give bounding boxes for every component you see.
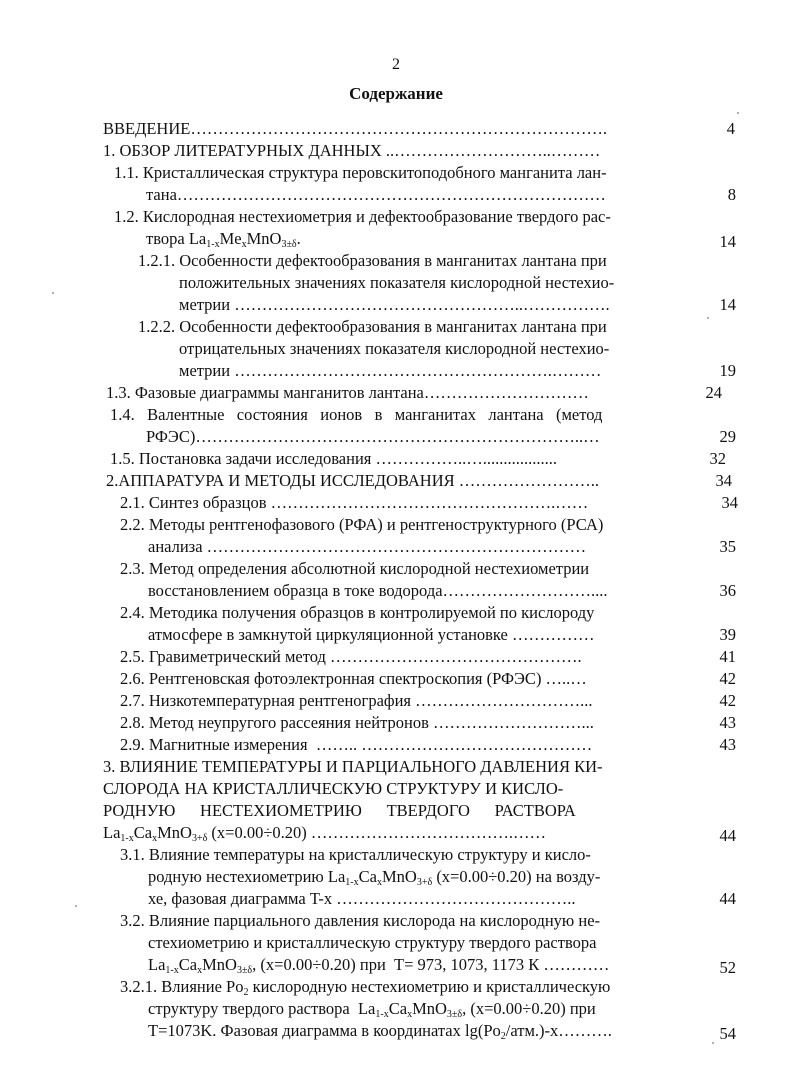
toc-entry <box>110 448 726 469</box>
toc-entry <box>120 602 686 623</box>
toc-entry-text: положительных значениях показателя кислородной нестехио- <box>179 273 615 292</box>
toc-entry <box>103 140 683 161</box>
toc-entry <box>148 998 686 1022</box>
toc-entry-text: метрии ……………………………………………..……………. <box>179 295 610 314</box>
toc-entry <box>103 822 736 846</box>
toc-entry <box>148 888 736 909</box>
toc-entry <box>138 316 686 337</box>
toc-entry <box>148 624 736 645</box>
toc-entry <box>146 228 736 252</box>
toc-entry-text: 2.3. Метод определения абсолютной кислородной нестехиометрии <box>120 559 590 578</box>
toc-entry-text: 2.7. Низкотемпературная рентгенография …………………………... <box>120 691 593 710</box>
toc-entry-text: 1.2.1. Особенности дефектообразования в манганитах лантана при <box>138 251 607 270</box>
toc-entry <box>114 162 682 183</box>
toc-entry-text: 3.2. Влияние парциального давления кислорода на кислородную не- <box>120 911 601 930</box>
toc-page-number: 36 <box>719 581 736 600</box>
toc-page-number: 29 <box>719 427 736 446</box>
toc-entry-text: СЛОРОДА НА КРИСТАЛЛИЧЕСКУЮ СТРУКТУРУ И КИСЛО- <box>103 779 564 798</box>
toc-entry-text: La1-xCaxMnO3+δ (x=0.00÷0.20) ……………………………….…… <box>103 823 547 844</box>
toc-entry <box>146 184 736 205</box>
toc-entry <box>103 800 686 821</box>
toc-page-number: 14 <box>719 232 736 251</box>
toc-page-number: 24 <box>705 383 722 402</box>
toc-entry <box>120 910 686 931</box>
toc-entry <box>114 206 682 227</box>
toc-entry <box>120 690 736 711</box>
toc-entry-text: 2.2. Методы рентгенофазового (РФА) и рентгеноструктурного (РСА) <box>120 515 604 534</box>
toc-entry <box>148 536 736 557</box>
page-title: Содержание <box>349 84 443 103</box>
toc-entry-text: 3.2.1. Влияние Po2 кислородную нестехиометрию и кристаллическую <box>120 977 611 998</box>
toc-page-number: 54 <box>719 1024 736 1043</box>
scan-speck <box>737 112 739 114</box>
toc-entry-text: структуру твердого раствора La1-xCaxMnO3±δ, (x=0.00÷0.20) при <box>148 999 596 1020</box>
toc-entry <box>148 1020 736 1044</box>
toc-entry <box>120 844 686 865</box>
toc-page-number: 35 <box>719 537 736 556</box>
toc-entry-text: твора La1-xMexMnO3±δ. <box>146 229 301 250</box>
toc-entry <box>148 954 736 978</box>
toc-page-number: 42 <box>719 691 736 710</box>
toc-entry-text: анализа …………………………………………………………… <box>148 537 587 556</box>
toc-entry <box>103 118 735 139</box>
toc-page-number: 32 <box>709 449 726 468</box>
toc-entry <box>179 338 686 359</box>
toc-entry-text: 1.5. Постановка задачи исследования ……………..….................. <box>110 449 557 468</box>
toc-entry-text: 3.1. Влияние температуры на кристаллическую структуру и кисло- <box>120 845 591 864</box>
toc-entry <box>106 382 722 403</box>
toc-page-number: 43 <box>719 713 736 732</box>
toc-entry-text: хе, фазовая диаграмма T-x …………………………………….. <box>148 889 576 908</box>
toc-entry <box>120 514 686 535</box>
toc-entry <box>148 932 686 953</box>
toc-entry <box>179 294 736 315</box>
toc-page-number: 4 <box>726 119 735 138</box>
scan-speck <box>75 905 77 907</box>
toc-entry <box>179 360 736 381</box>
toc-page-number: 34 <box>715 471 732 490</box>
scan-speck <box>52 292 54 294</box>
toc-entry-text: ВВЕДЕНИЕ…………………………………………………………………. <box>103 119 607 138</box>
toc-page-number: 34 <box>721 493 738 512</box>
toc-entry-text: La1-xCaxMnO3±δ, (x=0.00÷0.20) при T= 973, 1073, 1173 К ………… <box>148 955 610 976</box>
toc-page-number: 52 <box>719 958 736 977</box>
toc-entry-text: 3. ВЛИЯНИЕ ТЕМПЕРАТУРЫ И ПАРЦИАЛЬНОГО ДАВЛЕНИЯ КИ- <box>103 757 603 776</box>
scan-speck <box>712 1042 714 1044</box>
toc-entry-text: родную нестехиометрию La1-xCaxMnO3+δ (x=0.00÷0.20) на возду- <box>148 867 601 888</box>
toc-entry-text: 1.2.2. Особенности дефектообразования в манганитах лантана при <box>138 317 607 336</box>
toc-entry <box>106 470 732 491</box>
page-number: 2 <box>392 56 400 73</box>
toc-entry <box>103 778 686 799</box>
toc-entry <box>103 756 686 777</box>
toc-entry-text: 2.1. Синтез образцов …………………………………………….…… <box>120 493 589 512</box>
toc-page-number: 42 <box>719 669 736 688</box>
toc-entry-text: 1.3. Фазовые диаграммы манганитов лантана………………………… <box>106 383 589 402</box>
toc-entry-text: 2.6. Рентгеновская фотоэлектронная спектроскопия (РФЭС) …..… <box>120 669 587 688</box>
toc-entry <box>146 426 736 447</box>
toc-entry <box>148 580 736 601</box>
toc-entry <box>120 734 736 755</box>
toc-page-number: 14 <box>719 295 736 314</box>
toc-entry <box>120 976 686 1000</box>
toc-page-number: 39 <box>719 625 736 644</box>
toc-entry-text: 1.1. Кристаллическая структура перовскитоподобного манганита лан- <box>114 163 607 182</box>
toc-entry-text: отрицательных значениях показателя кислородной нестехио- <box>179 339 610 358</box>
toc-entry <box>120 558 686 579</box>
toc-page-number: 19 <box>719 361 736 380</box>
scan-speck <box>707 317 709 319</box>
toc-entry-text: стехиометрию и кристаллическую структуру твердого раствора <box>148 933 597 952</box>
toc-entry-text: T=1073K. Фазовая диаграмма в координатах lg(Po2/атм.)-x………. <box>148 1021 612 1042</box>
toc-entry-text: метрии ………………………………………………….……… <box>179 361 602 380</box>
toc-entry <box>179 272 686 293</box>
toc-page-number: 8 <box>727 185 736 204</box>
toc-entry-text: 2.4. Методика получения образцов в контролируемой по кислороду <box>120 603 595 622</box>
toc-entry-text: РОДНУЮ НЕСТЕХИОМЕТРИЮ ТВЕРДОГО РАСТВОРА <box>103 801 576 820</box>
toc-page-number: 41 <box>719 647 736 666</box>
toc-entry <box>120 712 736 733</box>
toc-entry <box>138 250 686 271</box>
toc-page-number: 43 <box>719 735 736 754</box>
toc-entry-text: тана…………………………………………………………………… <box>146 185 606 204</box>
toc-entry <box>120 492 738 513</box>
toc-entry-text: 2.5. Гравиметрический метод ………………………………………. <box>120 647 582 666</box>
toc-entry-text: атмосфере в замкнутой циркуляционной установке …………… <box>148 625 595 644</box>
toc-entry-text: 2.9. Магнитные измерения …….. …………………………………… <box>120 735 593 754</box>
toc-entry-text: 2.АППАРАТУРА И МЕТОДЫ ИССЛЕДОВАНИЯ …………………….. <box>106 471 600 490</box>
toc-entry <box>120 668 736 689</box>
toc-entry <box>120 646 736 667</box>
toc-entry-text: РФЭС)……………………………………………………………..… <box>146 427 600 446</box>
toc-entry-text: 1.2. Кислородная нестехиометрия и дефектообразование твердого рас- <box>114 207 611 226</box>
toc-entry <box>110 404 686 425</box>
toc-entry-text: 2.8. Метод неупругого рассеяния нейтронов ………………………... <box>120 713 594 732</box>
toc-entry-text: 1.4. Валентные состояния ионов в манганитах лантана (метод <box>110 405 603 424</box>
toc-entry <box>148 866 686 890</box>
toc-page-number: 44 <box>719 826 736 845</box>
toc-page-number: 44 <box>719 889 736 908</box>
toc-entry-text: 1. ОБЗОР ЛИТЕРАТУРНЫХ ДАННЫХ ..………………………..……… <box>103 141 601 160</box>
toc-entry-text: восстановлением образца в токе водорода……………………….... <box>148 581 608 600</box>
